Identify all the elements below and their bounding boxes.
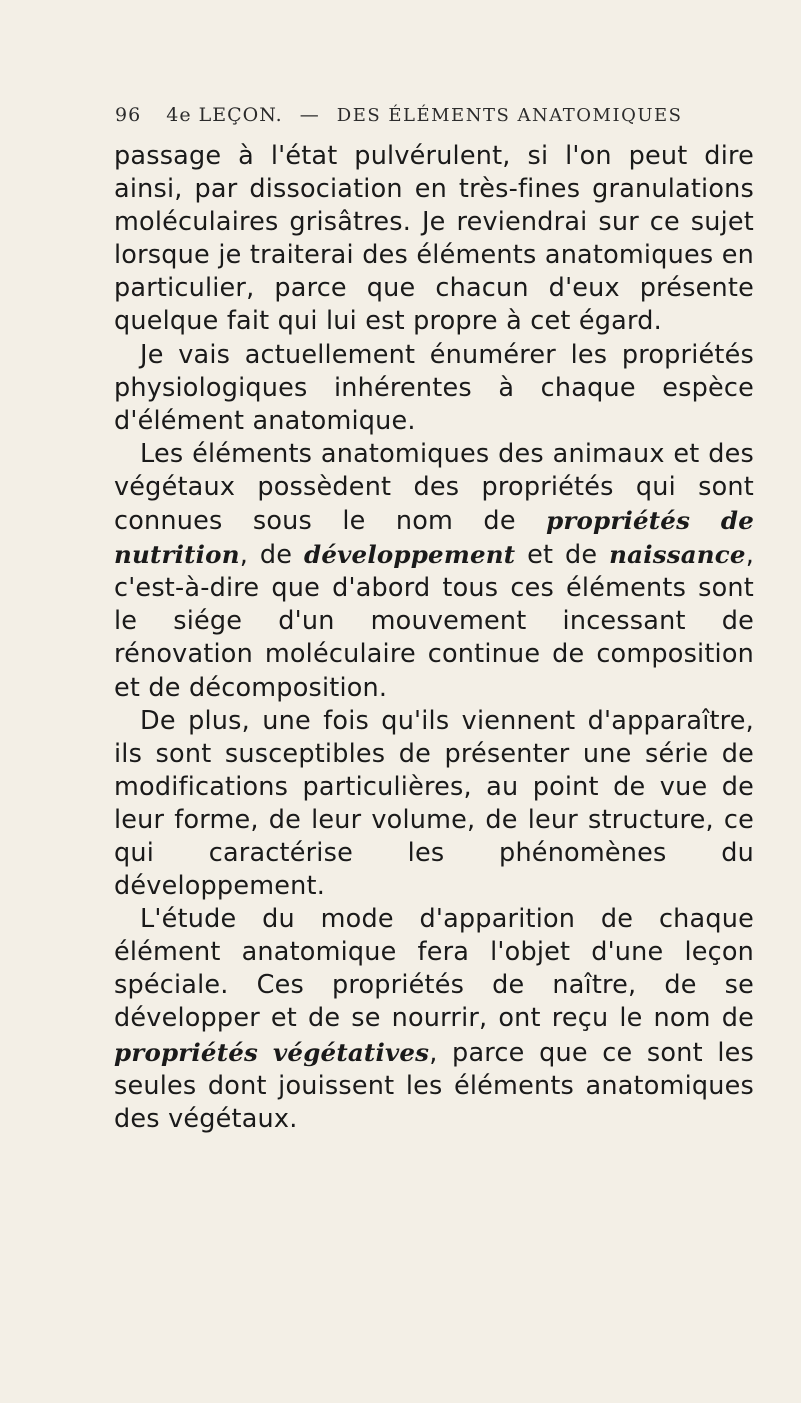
italic-term: propriétés végétatives (114, 1037, 430, 1067)
paragraph (114, 705, 754, 904)
text-run: L'étude du mode d'apparition de chaque élément anatomique fera l'objet d'une leçon spéciale. Ces propriétés de naître, de se développer et de se nourrir, ont reçu le nom de (114, 904, 754, 1034)
text-run: Je vais actuellement énumérer les propriétés physiologiques inhérentes à chaque espèce d'élément anatomique. (114, 339, 754, 436)
paragraph (114, 903, 754, 1136)
lesson-label: 4e LEÇON. (166, 104, 283, 126)
text-run: passage à l'état pulvérulent, si l'on peut dire ainsi, par dissociation en très-fines granulations moléculaires grisâtres. Je reviendrai sur ce sujet lorsque je traiterai des éléments anatomiques en particulier, parce que chacun d'eux présente quelque fait qui lui est propre à cet égard. (114, 141, 754, 337)
text-run: , de (239, 540, 304, 571)
paragraph (114, 339, 754, 438)
running-title: DES ÉLÉMENTS ANATOMIQUES (336, 105, 683, 126)
italic-term: propriétés de nutrition (114, 506, 754, 570)
paragraph (114, 438, 754, 705)
text-run: , c'est-à-dire que d'abord tous ces éléments sont le siége d'un mouvement incessant de rénovation moléculaire continue de composition et de décomposition. (114, 540, 754, 703)
text-run: , parce que ce sont les seules dont jouissent les éléments anatomiques des végétaux. (114, 1037, 755, 1134)
running-header (115, 104, 755, 126)
body-text (114, 140, 754, 1136)
italic-term: développement (303, 540, 516, 570)
text-run: Les éléments anatomiques des animaux et des végétaux possèdent des propriétés qui sont connues sous le nom de (114, 438, 754, 537)
page-number: 96 (115, 104, 142, 126)
paragraph (114, 140, 754, 339)
italic-term: naissance (609, 540, 746, 570)
text-run: et de (515, 540, 610, 571)
header-dash: — (299, 104, 320, 126)
text-run: De plus, une fois qu'ils viennent d'apparaître, ils sont susceptibles de présenter une série de modifications particulières, au point de vue de leur forme, de leur volume, de leur structure, ce qui caractérise les phénomènes du développement. (114, 705, 754, 902)
